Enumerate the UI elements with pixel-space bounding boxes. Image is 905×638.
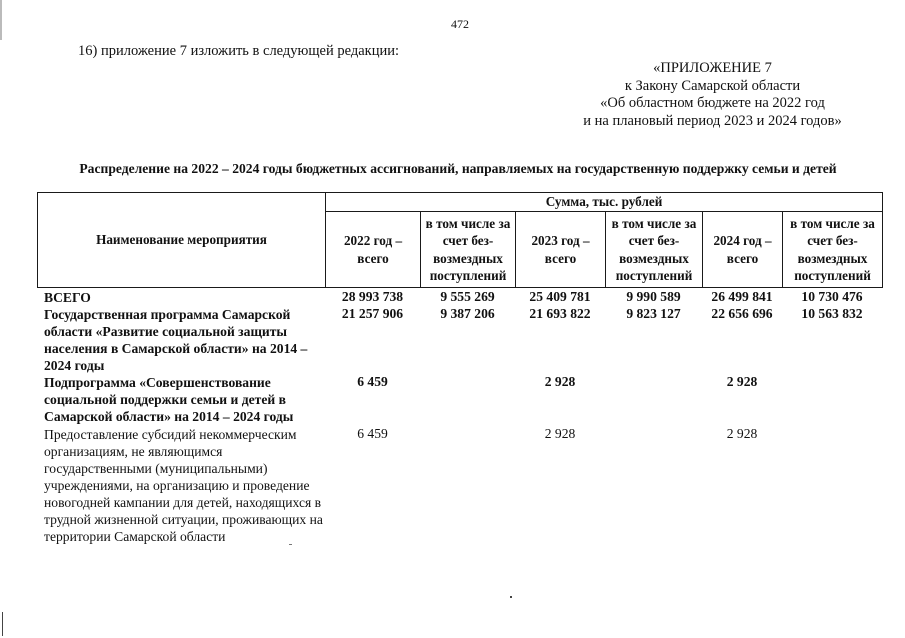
cell-value: 10 730 476 [801, 289, 863, 304]
cell-value: 22 656 696 [711, 306, 773, 321]
document-title: Распределение на 2022 – 2024 годы бюджетных ассигнований, направляемых на государственную поддержку семьи и детей [79, 161, 837, 176]
row-name-total: ВСЕГО [44, 290, 91, 305]
cell-value: 10 563 832 [801, 306, 863, 321]
cell-value: 9 555 269 [440, 289, 495, 304]
cell-value: 28 993 738 [341, 289, 404, 304]
page-number: 472 [451, 17, 469, 31]
cell-value: 9 387 206 [440, 306, 495, 321]
header-2024-grants: в том числе за счет без-возмездных поступлений [790, 215, 875, 283]
cell-value: 21 693 822 [529, 306, 591, 321]
scan-artifact [289, 544, 292, 545]
header-name-column: Наименование мероприятия [96, 232, 267, 248]
header-2023-total: 2023 год – всего [531, 233, 590, 266]
table-border-right [882, 192, 883, 288]
appendix-line-1: «ПРИЛОЖЕНИЕ 7 [653, 60, 772, 76]
scan-artifact [0, 0, 2, 40]
row-name-subsidies: Предоставление субсидий некоммерческим организациям, не являющимся государственными (муниципальными) учреждениями, на организацию и проведение новогодней кампании для детей, находящихся в трудной жизненной ситуации, проживающих на территории Самарской области [44, 427, 323, 544]
cell-value: 21 257 906 [341, 306, 404, 321]
row-name-subprogram: Подпрограмма «Совершенствование социальной поддержки семьи и детей в Самарской области» на 2014 – 2024 годы [44, 375, 294, 424]
row-name-state-program: Государственная программа Самарской области «Развитие социальной защиты населения в Самарской области» на 2014 – 2024 годы [44, 307, 308, 373]
header-2023-grants: в том числе за счет без-возмездных поступлений [611, 215, 697, 283]
cell-value: 9 823 127 [626, 306, 681, 321]
cell-value: 2 928 [544, 374, 576, 389]
cell-value: 2 928 [544, 426, 576, 441]
cell-value: 26 499 841 [711, 289, 773, 304]
appendix-line-2: к Закону Самарской области [624, 77, 801, 94]
cell-value: 6 459 [357, 374, 388, 389]
cell-value: 6 459 [357, 426, 388, 441]
cell-value: 25 409 781 [529, 289, 591, 304]
cell-value: 2 928 [726, 374, 758, 389]
appendix-header [540, 60, 885, 130]
cell-value: 9 990 589 [626, 289, 681, 304]
header-bottom-border [37, 287, 883, 288]
scan-artifact [2, 612, 3, 636]
header-sum-group: Сумма, тыс. рублей [545, 194, 663, 210]
appendix-line-4: и на плановый период 2023 и 2024 годов» [583, 112, 842, 129]
appendix-line-3: «Об областном бюджете на 2022 год [600, 95, 825, 111]
header-2022-total: 2022 год – всего [343, 233, 403, 266]
amendment-instruction: 16) приложение 7 изложить в следующей редакции: [78, 43, 400, 59]
cell-value: 2 928 [726, 426, 758, 441]
header-2024-total: 2024 год – всего [713, 233, 772, 266]
scan-artifact [510, 596, 512, 598]
header-2022-grants: в том числе за счет без-возмездных поступлений [425, 215, 511, 283]
